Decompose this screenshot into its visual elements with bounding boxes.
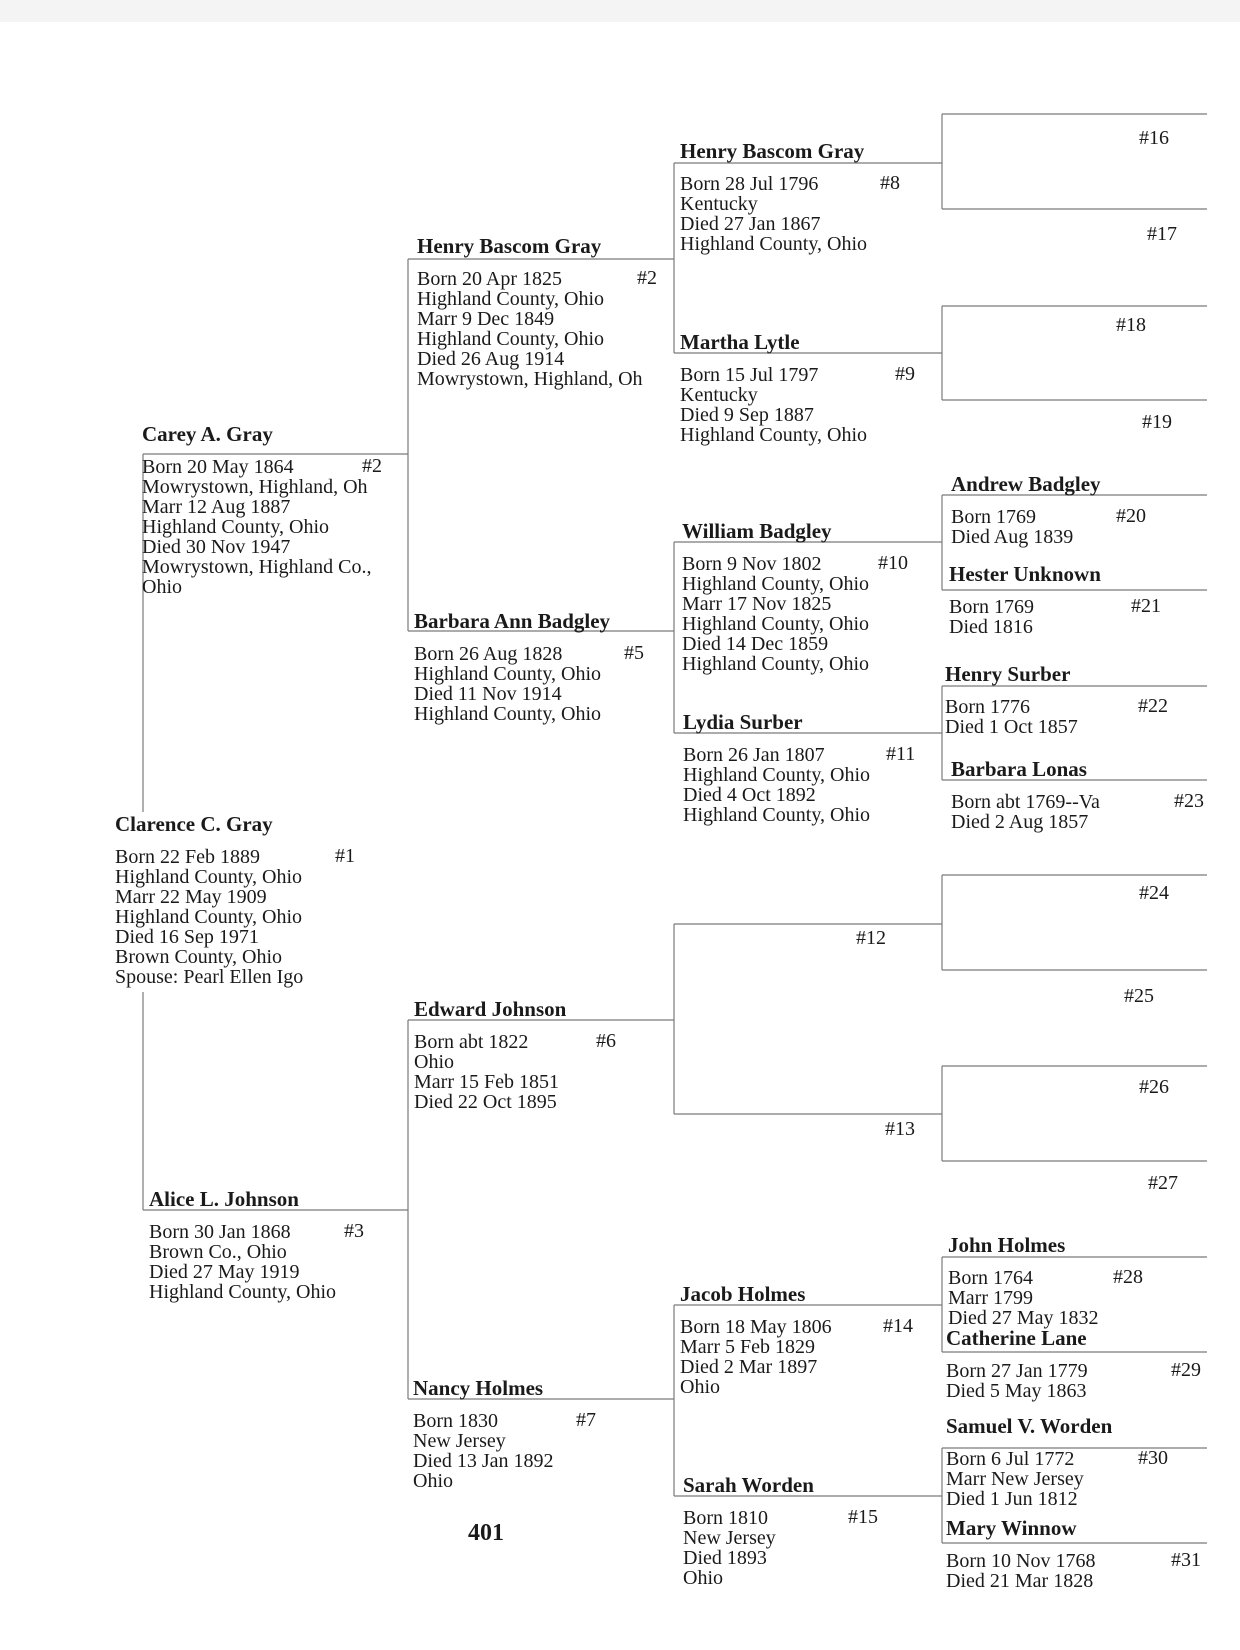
detail-line: Died 9 Sep 1887 bbox=[680, 404, 814, 426]
detail-line: Highland County, Ohio bbox=[414, 703, 602, 725]
empty-slot-27: #27 bbox=[1148, 1172, 1178, 1194]
detail-line: Died Aug 1839 bbox=[951, 526, 1074, 548]
person-name: Catherine Lane bbox=[946, 1326, 1087, 1350]
person-name: Barbara Ann Badgley bbox=[414, 609, 611, 633]
empty-slot-17: #17 bbox=[1147, 223, 1177, 245]
detail-line: Born 1810 bbox=[683, 1507, 768, 1529]
detail-line: Ohio bbox=[413, 1470, 453, 1492]
detail-line: Born 1769 bbox=[951, 506, 1036, 528]
ahnentafel-number: #20 bbox=[1116, 505, 1146, 527]
person-name: Martha Lytle bbox=[680, 330, 800, 354]
detail-line: Kentucky bbox=[680, 193, 758, 215]
person-name: William Badgley bbox=[682, 519, 832, 543]
ahnentafel-number: #1 bbox=[335, 845, 355, 867]
detail-line: Highland County, Ohio bbox=[680, 233, 868, 255]
ahnentafel-number: #10 bbox=[878, 552, 908, 574]
detail-line: Marr New Jersey bbox=[946, 1468, 1084, 1490]
detail-line: Died 14 Dec 1859 bbox=[682, 633, 829, 655]
detail-line: Ohio bbox=[414, 1051, 454, 1073]
detail-line: Died 5 May 1863 bbox=[946, 1380, 1087, 1402]
person-name: Henry Surber bbox=[945, 662, 1071, 686]
detail-line: Born 6 Jul 1772 bbox=[946, 1448, 1075, 1470]
detail-line: New Jersey bbox=[413, 1430, 506, 1452]
person-name: Clarence C. Gray bbox=[115, 812, 273, 836]
pedigree-chart-page bbox=[0, 22, 1240, 1650]
empty-slot-18: #18 bbox=[1116, 314, 1146, 336]
detail-line: Marr 22 May 1909 bbox=[115, 886, 267, 908]
ahnentafel-number: #15 bbox=[848, 1506, 878, 1528]
ahnentafel-number: #6 bbox=[596, 1030, 616, 1052]
detail-line: Highland County, Ohio bbox=[414, 663, 602, 685]
detail-line: Brown County, Ohio bbox=[115, 946, 283, 968]
detail-line: Died 27 May 1919 bbox=[149, 1261, 300, 1283]
detail-line: Marr 15 Feb 1851 bbox=[414, 1071, 559, 1093]
person-name: Lydia Surber bbox=[683, 710, 803, 734]
detail-line: Born 27 Jan 1779 bbox=[946, 1360, 1088, 1382]
detail-line: Highland County, Ohio bbox=[683, 804, 871, 826]
detail-line: Born 1764 bbox=[948, 1267, 1033, 1289]
detail-line: Highland County, Ohio bbox=[115, 906, 303, 928]
person-name: Carey A. Gray bbox=[142, 422, 273, 446]
person-name: Sarah Worden bbox=[683, 1473, 814, 1497]
detail-line: Marr 17 Nov 1825 bbox=[682, 593, 832, 615]
empty-slot-13: #13 bbox=[885, 1118, 915, 1140]
detail-line: Died 27 Jan 1867 bbox=[680, 213, 821, 235]
detail-line: Died 30 Nov 1947 bbox=[142, 536, 291, 558]
detail-line: Mowrystown, Highland Co., bbox=[142, 556, 372, 578]
person-name: Edward Johnson bbox=[414, 997, 567, 1021]
detail-line: Born 22 Feb 1889 bbox=[115, 846, 260, 868]
detail-line: Marr 1799 bbox=[948, 1287, 1033, 1309]
empty-slot-16: #16 bbox=[1139, 127, 1169, 149]
person-name: Jacob Holmes bbox=[680, 1282, 806, 1306]
person-name: Henry Bascom Gray bbox=[680, 139, 865, 163]
person-name: Henry Bascom Gray bbox=[417, 234, 602, 258]
ahnentafel-number: #7 bbox=[576, 1409, 596, 1431]
detail-line: Spouse: Pearl Ellen Igo bbox=[115, 966, 304, 988]
ahnentafel-number: #11 bbox=[886, 743, 916, 765]
ahnentafel-number: #2 bbox=[637, 267, 657, 289]
detail-line: Born 26 Aug 1828 bbox=[414, 643, 563, 665]
detail-line: Born 1830 bbox=[413, 1410, 498, 1432]
empty-slot-25: #25 bbox=[1124, 985, 1154, 1007]
detail-line: Born 1769 bbox=[949, 596, 1034, 618]
person-name: Andrew Badgley bbox=[951, 472, 1101, 496]
detail-line: Died 1 Jun 1812 bbox=[946, 1488, 1078, 1510]
person-name: Barbara Lonas bbox=[951, 757, 1087, 781]
detail-line: Died 21 Mar 1828 bbox=[946, 1570, 1094, 1592]
ahnentafel-number: #29 bbox=[1171, 1359, 1201, 1381]
detail-line: Kentucky bbox=[680, 384, 758, 406]
detail-line: Born 20 Apr 1825 bbox=[417, 268, 562, 290]
detail-line: Marr 5 Feb 1829 bbox=[680, 1336, 815, 1358]
detail-line: Highland County, Ohio bbox=[680, 424, 868, 446]
detail-line: Highland County, Ohio bbox=[682, 573, 870, 595]
detail-line: Marr 12 Aug 1887 bbox=[142, 496, 291, 518]
person-name: Nancy Holmes bbox=[413, 1376, 544, 1400]
detail-line: Born abt 1769--Va bbox=[951, 791, 1100, 813]
person-name: Alice L. Johnson bbox=[149, 1187, 299, 1211]
detail-line: New Jersey bbox=[683, 1527, 776, 1549]
detail-line: Born 28 Jul 1796 bbox=[680, 173, 819, 195]
person-name: John Holmes bbox=[948, 1233, 1066, 1257]
detail-line: Highland County, Ohio bbox=[683, 764, 871, 786]
ahnentafel-number: #23 bbox=[1174, 790, 1204, 812]
detail-line: Died 26 Aug 1914 bbox=[417, 348, 565, 370]
detail-line: Died 13 Jan 1892 bbox=[413, 1450, 554, 1472]
detail-line: Marr 9 Dec 1849 bbox=[417, 308, 555, 330]
ahnentafel-number: #31 bbox=[1171, 1549, 1201, 1571]
detail-line: Born 18 May 1806 bbox=[680, 1316, 832, 1338]
detail-line: Born 9 Nov 1802 bbox=[682, 553, 822, 575]
detail-line: Died 2 Aug 1857 bbox=[951, 811, 1089, 833]
detail-line: Brown Co., Ohio bbox=[149, 1241, 287, 1263]
empty-slot-24: #24 bbox=[1139, 882, 1169, 904]
detail-line: Born 15 Jul 1797 bbox=[680, 364, 819, 386]
ahnentafel-number: #21 bbox=[1131, 595, 1161, 617]
ahnentafel-number: #14 bbox=[883, 1315, 913, 1337]
page-number: 401 bbox=[468, 1520, 504, 1546]
ahnentafel-number: #3 bbox=[344, 1220, 364, 1242]
detail-line: Died 2 Mar 1897 bbox=[680, 1356, 818, 1378]
detail-line: Highland County, Ohio bbox=[149, 1281, 337, 1303]
detail-line: Born abt 1822 bbox=[414, 1031, 529, 1053]
empty-slot-19: #19 bbox=[1142, 411, 1172, 433]
empty-slot-12: #12 bbox=[856, 927, 886, 949]
detail-line: Mowrystown, Highland, Oh bbox=[142, 476, 368, 498]
ahnentafel-number: #9 bbox=[895, 363, 915, 385]
detail-line: Born 1776 bbox=[945, 696, 1030, 718]
detail-line: Died 1893 bbox=[683, 1547, 767, 1569]
empty-slot-26: #26 bbox=[1139, 1076, 1169, 1098]
person-name: Hester Unknown bbox=[949, 562, 1101, 586]
ahnentafel-number: #22 bbox=[1138, 695, 1168, 717]
detail-line: Died 27 May 1832 bbox=[948, 1307, 1099, 1329]
detail-line: Highland County, Ohio bbox=[682, 653, 870, 675]
detail-line: Mowrystown, Highland, Oh bbox=[417, 368, 643, 390]
detail-line: Highland County, Ohio bbox=[417, 328, 605, 350]
detail-line: Died 1 Oct 1857 bbox=[945, 716, 1078, 738]
detail-line: Died 11 Nov 1914 bbox=[414, 683, 562, 705]
person-name: Samuel V. Worden bbox=[946, 1414, 1113, 1438]
ahnentafel-number: #5 bbox=[624, 642, 644, 664]
detail-line: Highland County, Ohio bbox=[142, 516, 330, 538]
detail-line: Born 26 Jan 1807 bbox=[683, 744, 825, 766]
detail-line: Died 1816 bbox=[949, 616, 1033, 638]
ahnentafel-number: #8 bbox=[880, 172, 900, 194]
detail-line: Born 20 May 1864 bbox=[142, 456, 294, 478]
detail-line: Highland County, Ohio bbox=[115, 866, 303, 888]
detail-line: Highland County, Ohio bbox=[682, 613, 870, 635]
detail-line: Died 22 Oct 1895 bbox=[414, 1091, 557, 1113]
detail-line: Ohio bbox=[680, 1376, 720, 1398]
ahnentafel-number: #30 bbox=[1138, 1447, 1168, 1469]
detail-line: Died 16 Sep 1971 bbox=[115, 926, 259, 948]
detail-line: Born 10 Nov 1768 bbox=[946, 1550, 1096, 1572]
detail-line: Ohio bbox=[142, 576, 182, 598]
ahnentafel-number: #28 bbox=[1113, 1266, 1143, 1288]
detail-line: Ohio bbox=[683, 1567, 723, 1589]
person-name: Mary Winnow bbox=[946, 1516, 1077, 1540]
detail-line: Born 30 Jan 1868 bbox=[149, 1221, 291, 1243]
detail-line: Highland County, Ohio bbox=[417, 288, 605, 310]
detail-line: Died 4 Oct 1892 bbox=[683, 784, 816, 806]
ahnentafel-number: #2 bbox=[362, 455, 382, 477]
